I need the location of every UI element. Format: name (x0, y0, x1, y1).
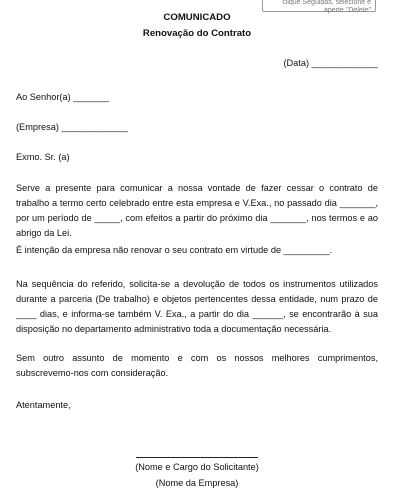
date-field: (Data) _____________ (283, 58, 378, 68)
hint-text-aperte: aperte (323, 7, 344, 14)
letter-title: COMUNICADO (163, 12, 231, 23)
letter-subtitle: Renovação do Contrato (142, 28, 252, 39)
closing-greeting: Atentamente, (16, 400, 71, 410)
recipient-line: Ao Senhor(a) _______ (16, 92, 109, 102)
hint-text-line-1: clique Seguidas, selecione e (282, 0, 371, 6)
paragraph-return-items: Na sequência do referido, solicita-se a devolução de todos os instrumentos utilizados durante a parceria (De trabalho) e objetos pertencentes dessa entidade, num prazo de ____ dias, e informa-se também V. Exa., a partir do dia ______, se encontrarão à sua disposição no departamento administrativo toda a documentação necessária. (16, 279, 378, 334)
instruction-hint-box (262, 0, 376, 12)
paragraph-closing-remarks: Sem outro assunto de momento e com os nossos melhores cumprimentos, subscrevemo-nos com consideração. (16, 353, 378, 378)
salutation: Exmo. Sr. (a) (16, 152, 70, 162)
paragraph-reason: É intenção da empresa não renovar o seu contrato em virtude de _________. (16, 245, 333, 255)
signature-line (136, 457, 258, 458)
signatory-company: (Nome da Empresa) (155, 478, 239, 488)
paragraph-notice: Serve a presente para comunicar a nossa vontade de fazer cessar o contrato de trabalho a termo certo celebrado entre esta empresa e V.Exa., no passado dia _______, por um período de _____, com efeitos a partir do próximo dia _______, nos termos e ao abrigo da Lei. (16, 183, 378, 238)
signatory-name-role: (Nome e Cargo do Solicitante) (135, 462, 259, 472)
company-line: (Empresa) _____________ (16, 122, 128, 132)
hint-delete-key: "Delete" (345, 7, 371, 14)
